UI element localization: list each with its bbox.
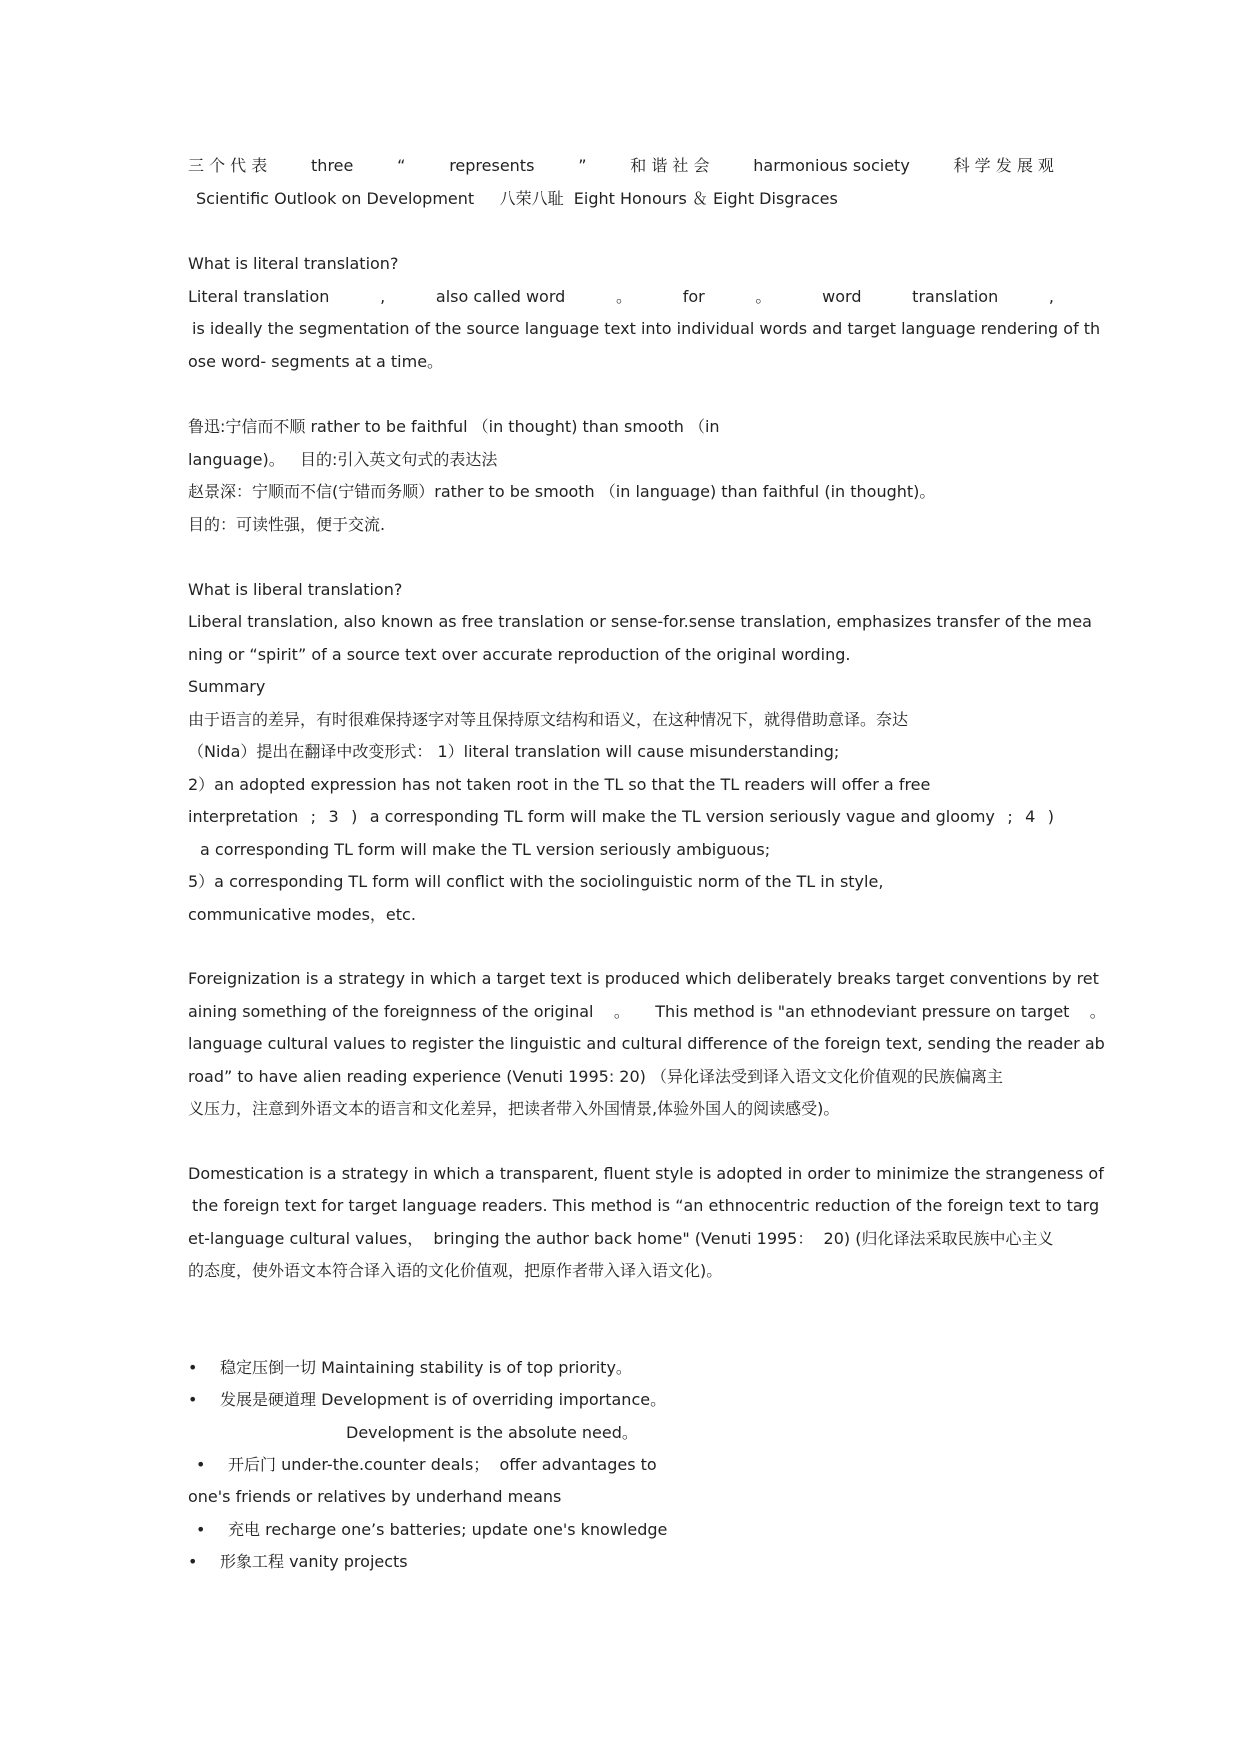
domestication-line-4: 的态度，使外语文本符合译入语的文化价值观，把原作者带入译入语文化)。 xyxy=(188,1261,723,1280)
literal-word: Literal translation xyxy=(188,287,330,306)
slogan-text: represents xyxy=(449,156,535,175)
summary-line-6: 5）a corresponding TL form will conflict with the sociolinguistic norm of the TL in style, xyxy=(188,872,884,891)
slogan-text: three xyxy=(311,156,354,175)
literal-word: , xyxy=(380,287,386,306)
literal-def-line-1 xyxy=(188,286,1054,308)
bullet-item-4: 充电 recharge one’s batteries; update one's knowledge xyxy=(228,1520,668,1539)
bullet-marker: • xyxy=(188,1390,198,1409)
summary-label: Summary xyxy=(188,677,266,696)
slogan-text: 三 个 代 表 xyxy=(188,156,268,175)
domestication-line-3: et-language cultural values， bringing the author back home" (Venuti 1995： 20) (归化译法采取民族中心主义 xyxy=(188,1229,1054,1248)
slogan-line-1 xyxy=(188,155,1054,177)
summary-word: 4 xyxy=(1025,807,1036,826)
literal-word: for xyxy=(682,287,705,306)
domestication-line-1: Domestication is a strategy in which a transparent, fluent style is adopted in order to minimize the strangeness of xyxy=(188,1164,1104,1183)
slogan-text: 和 谐 社 会 xyxy=(630,156,710,175)
slogan-line-2: Scientific Outlook on Development 八荣八耻 Eight Honours ＆ Eight Disgraces xyxy=(196,189,838,208)
slogan-text: harmonious society xyxy=(753,156,910,175)
summary-line-4 xyxy=(188,806,1054,828)
bullet-item-1: 稳定压倒一切 Maintaining stability is of top priority。 xyxy=(220,1358,632,1377)
literal-heading: What is literal translation? xyxy=(188,254,399,273)
foreignization-line-3: language cultural values to register the linguistic and cultural difference of the foreign text, sending the reader ab xyxy=(188,1034,1105,1053)
summary-word: a corresponding TL form will make the TL version seriously vague and gloomy xyxy=(369,807,995,826)
bullet-item-5: 形象工程 vanity projects xyxy=(220,1552,408,1571)
summary-word: ) xyxy=(351,807,358,826)
summary-line-5: a corresponding TL form will make the TL version seriously ambiguous; xyxy=(200,840,771,859)
bullet-marker: • xyxy=(196,1520,206,1539)
liberal-def-line-1: Liberal translation, also known as free translation or sense-for.sense translation, emphasizes transfer of the mea xyxy=(188,612,1092,631)
bullet-item-2: 发展是硬道理 Development is of overriding importance。 xyxy=(220,1390,667,1409)
foreignization-line-4: road” to have alien reading experience (Venuti 1995: 20) （异化译法受到译入语文文化价值观的民族偏离主 xyxy=(188,1067,1003,1086)
literal-word: also called word xyxy=(435,287,566,306)
bullet-marker: • xyxy=(188,1552,198,1571)
slogan-text: “ xyxy=(397,156,406,175)
foreignization-line-5: 义压力，注意到外语文本的语言和文化差异，把读者带入外国情景,体验外国人的阅读感受)。 xyxy=(188,1099,840,1118)
literal-word: 。 xyxy=(755,287,772,306)
foreignization-line-2: aining something of the foreignness of the original 。 This method is "an ethnodeviant pressure on target 。 xyxy=(188,1002,1106,1021)
bullet-item-3-cont: one's friends or relatives by underhand means xyxy=(188,1487,562,1506)
summary-line-7: communicative modes，etc. xyxy=(188,905,416,924)
luxun-line-1: 鲁迅:宁信而不顺 rather to be faithful （in thought) than smooth （in xyxy=(188,417,720,436)
literal-word: word xyxy=(822,287,862,306)
summary-line-3: 2）an adopted expression has not taken root in the TL so that the TL readers will offer a free xyxy=(188,775,931,794)
summary-word: ) xyxy=(1047,807,1054,826)
literal-word: 。 xyxy=(616,287,633,306)
slogan-text: 科 学 发 展 观 xyxy=(953,156,1054,175)
literal-def-line-2: is ideally the segmentation of the source language text into individual words and target language rendering of th xyxy=(192,319,1101,338)
literal-word: translation xyxy=(912,287,999,306)
slogan-text: ” xyxy=(578,156,587,175)
summary-word: ; xyxy=(310,807,317,826)
summary-line-1: 由于语言的差异，有时很难保持逐字对等且保持原文结构和语义，在这种情况下，就得借助意译。奈达 xyxy=(188,710,909,729)
bullet-item-2-cont: Development is the absolute need。 xyxy=(346,1423,638,1442)
literal-def-line-3: ose word- segments at a time。 xyxy=(188,352,444,371)
literal-word: , xyxy=(1048,287,1054,306)
bullet-item-3: 开后门 under-the.counter deals； offer advantages to xyxy=(228,1455,657,1474)
luxun-line-2: language)。 目的:引入英文句式的表达法 xyxy=(188,450,498,469)
summary-word: ; xyxy=(1007,807,1013,826)
bullet-marker: • xyxy=(196,1455,206,1474)
summary-word: 3 xyxy=(328,807,339,826)
summary-word: interpretation xyxy=(188,807,299,826)
bullet-marker: • xyxy=(188,1358,198,1377)
liberal-def-line-2: ning or “spirit” of a source text over accurate reproduction of the original wording. xyxy=(188,645,851,664)
foreignization-line-1: Foreignization is a strategy in which a target text is produced which deliberately breaks target conventions by ret xyxy=(188,969,1099,988)
domestication-line-2: the foreign text for target language readers. This method is “an ethnocentric reduction of the foreign text to targ xyxy=(192,1196,1100,1215)
zhao-purpose: 目的：可读性强，便于交流. xyxy=(188,515,386,534)
liberal-heading: What is liberal translation? xyxy=(188,580,403,599)
summary-line-2: （Nida）提出在翻译中改变形式： 1）literal translation will cause misunderstanding; xyxy=(188,742,840,761)
zhao-line: 赵景深：宁顺而不信(宁错而务顺）rather to be smooth （in language) than faithful (in thought)。 xyxy=(188,482,936,501)
